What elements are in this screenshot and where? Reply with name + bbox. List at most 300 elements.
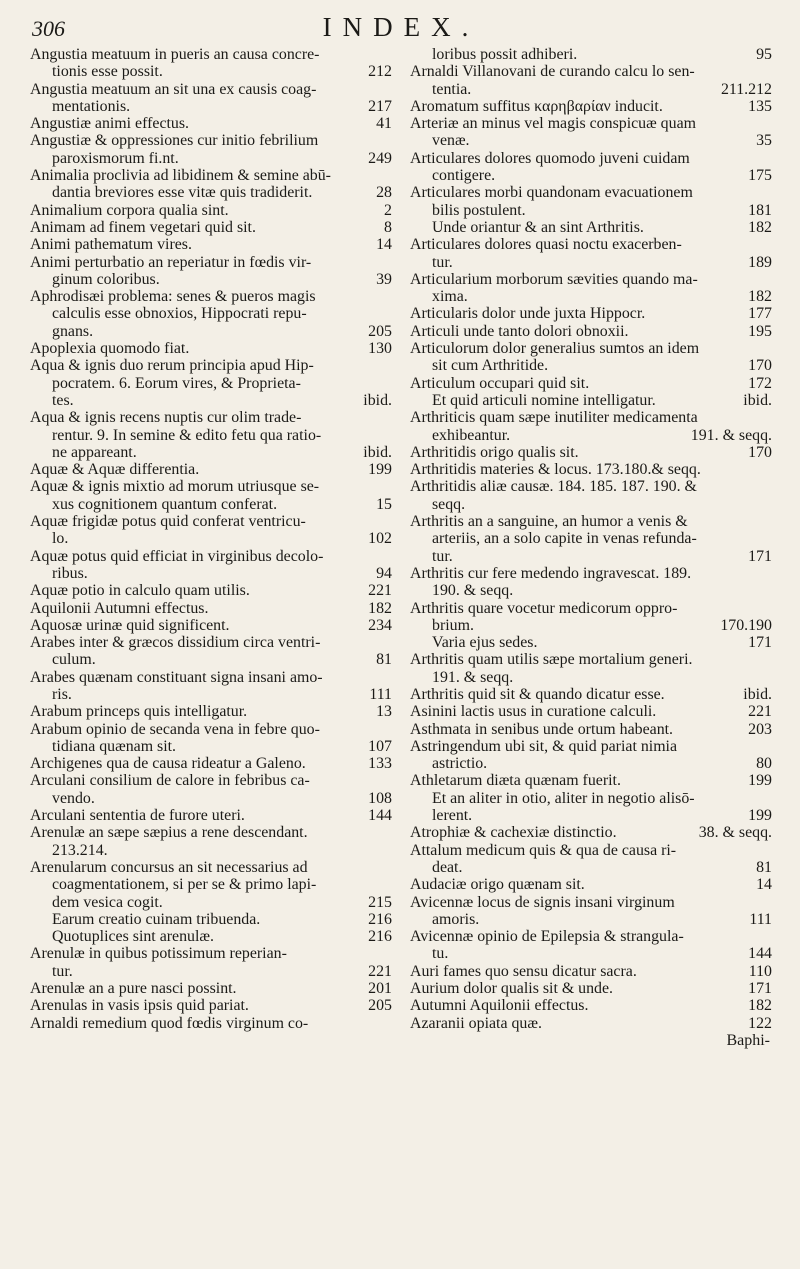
page-reference: 144 xyxy=(748,945,772,963)
page-reference: 205 xyxy=(368,997,392,1015)
entry-text: Animalium corpora qualia sint. xyxy=(30,201,229,219)
index-entry xyxy=(30,478,392,513)
index-entry xyxy=(30,288,392,340)
entry-text: ribus. xyxy=(52,564,88,582)
entry-line xyxy=(410,755,772,772)
index-entry xyxy=(30,167,392,202)
entry-line xyxy=(30,323,392,340)
index-entry xyxy=(410,150,772,185)
entry-text: Articularis dolor unde juxta Hippocr. xyxy=(410,305,646,323)
entry-line xyxy=(410,409,772,426)
index-entry xyxy=(30,236,392,253)
entry-text: tidiana quænam sit. xyxy=(52,737,177,755)
entry-text: exhibeantur. xyxy=(432,426,511,444)
entry-line xyxy=(30,997,392,1014)
entry-text: Arabum princeps quis intelligatur. xyxy=(30,703,248,721)
index-entry xyxy=(410,305,772,322)
page-reference: 199 xyxy=(748,807,772,825)
entry-text: dem vesica cogit. xyxy=(52,893,163,911)
page-reference: 107 xyxy=(368,737,392,755)
entry-line xyxy=(410,565,772,582)
page-reference: 215 xyxy=(368,893,392,911)
page-reference: 13 xyxy=(376,703,392,721)
page-reference: 111 xyxy=(749,910,772,928)
entry-text: xima. xyxy=(432,288,468,306)
entry-text: Animi perturbatio an reperiatur in fœdis vir- xyxy=(30,253,312,271)
index-entry xyxy=(410,219,772,236)
entry-text: Articuli unde tanto dolori obnoxii. xyxy=(410,322,629,340)
entry-line xyxy=(410,323,772,340)
page-reference: 189 xyxy=(748,253,772,271)
index-entry xyxy=(30,703,392,720)
entry-text: Arthritidis origo qualis sit. xyxy=(410,443,579,461)
entry-line xyxy=(410,703,772,720)
index-entry xyxy=(410,721,772,738)
entry-text: Arculani sententia de furore uteri. xyxy=(30,807,245,825)
entry-text: venæ. xyxy=(432,132,470,150)
page-reference: 249 xyxy=(368,149,392,167)
index-entry xyxy=(410,980,772,997)
entry-text: loribus possit adhiberi. xyxy=(432,46,578,63)
index-entry xyxy=(30,807,392,824)
index-entry xyxy=(410,876,772,893)
entry-line xyxy=(30,928,392,945)
index-entry xyxy=(410,928,772,963)
entry-line xyxy=(410,340,772,357)
entry-text: Articulares morbi quandonam evacuationem xyxy=(410,184,693,202)
entry-text: Arabum opinio de secanda vena in febre quo- xyxy=(30,720,320,738)
entry-line xyxy=(30,496,392,513)
entry-text: Varia ejus sedes. xyxy=(432,634,538,652)
entry-line xyxy=(410,115,772,132)
entry-text: Astringendum ubi sit, & quid pariat nimia xyxy=(410,737,678,755)
entry-text: Arabes inter & græcos dissidium circa ventri- xyxy=(30,634,321,652)
entry-text: Arthritis cur fere medendo ingravescat. 189. xyxy=(410,564,692,582)
entry-line xyxy=(410,46,772,63)
page-reference: ibid. xyxy=(363,443,392,461)
index-entry xyxy=(410,323,772,340)
page-reference: 14 xyxy=(376,236,392,254)
entry-line xyxy=(30,478,392,495)
entry-text: Attalum medicum quis & qua de causa ri- xyxy=(410,841,677,859)
entry-line xyxy=(30,600,392,617)
entry-text: paroxismorum fi.nt. xyxy=(52,149,179,167)
entry-text: Earum creatio cuinam tribuenda. xyxy=(52,910,261,928)
index-entry xyxy=(30,461,392,478)
index-entry xyxy=(410,409,772,444)
entry-line xyxy=(30,686,392,703)
index-entry xyxy=(30,997,392,1014)
page-reference: 216 xyxy=(368,910,392,928)
entry-line xyxy=(410,271,772,288)
entry-line xyxy=(410,669,772,686)
entry-line xyxy=(410,478,772,495)
page-reference: 41 xyxy=(376,115,392,133)
entry-text: Atrophiæ & cachexiæ distinctio. xyxy=(410,824,617,842)
entry-line xyxy=(30,444,392,461)
entry-line xyxy=(30,842,392,859)
entry-line xyxy=(410,132,772,149)
index-entry xyxy=(30,115,392,132)
entry-text: Angustia meatuum an sit una ex causis coag- xyxy=(30,80,317,98)
entry-text: brium. xyxy=(432,616,474,634)
entry-line xyxy=(30,427,392,444)
entry-text: Arenularum concursus an sit necessarius ad xyxy=(30,858,308,876)
entry-line xyxy=(30,357,392,374)
entry-line xyxy=(30,651,392,668)
entry-line xyxy=(30,894,392,911)
entry-text: Aromatum suffitus καρηβαρίαν inducit. xyxy=(410,97,663,115)
entry-line xyxy=(410,807,772,824)
entry-line xyxy=(410,945,772,962)
index-entry xyxy=(410,461,772,478)
index-entry xyxy=(30,980,392,997)
entry-text: lo. xyxy=(52,530,69,548)
index-entry xyxy=(410,184,772,219)
entry-text: amoris. xyxy=(432,910,480,928)
entry-text: tu. xyxy=(432,945,449,963)
page-reference: 199 xyxy=(748,772,772,790)
entry-text: Angustiæ animi effectus. xyxy=(30,115,190,133)
entry-line xyxy=(410,980,772,997)
entry-line xyxy=(30,755,392,772)
entry-text: Quotuplices sint arenulæ. xyxy=(52,928,214,946)
index-entry xyxy=(410,738,772,773)
index-entry xyxy=(410,392,772,409)
page-reference: ibid. xyxy=(363,391,392,409)
entry-line xyxy=(410,305,772,322)
catchword: Baphi- xyxy=(726,1031,770,1049)
entry-text: tentia. xyxy=(432,80,472,98)
index-entry xyxy=(30,669,392,704)
entry-text: Aphrodisæi problema: senes & pueros magis xyxy=(30,288,316,306)
entry-text: 191. & seqq. xyxy=(432,668,514,686)
entry-text: Arenulæ an sæpe sæpius a rene descendant. xyxy=(30,824,308,842)
entry-text: Avicennæ opinio de Epilepsia & strangula- xyxy=(410,928,684,946)
entry-text: Arabes quænam constituant signa insani amo- xyxy=(30,668,323,686)
page-reference: 201 xyxy=(368,980,392,998)
page-reference: 39 xyxy=(376,270,392,288)
entry-text: tur. xyxy=(432,253,453,271)
entry-text: Asinini lactis usus in curatione calculi. xyxy=(410,703,657,721)
entry-text: Aquilonii Autumni effectus. xyxy=(30,599,209,617)
entry-line xyxy=(410,842,772,859)
entry-text: tes. xyxy=(52,391,74,409)
entry-text: dantia breviores esse vitæ quis tradiderit. xyxy=(52,184,313,202)
index-entry xyxy=(410,565,772,600)
entry-line xyxy=(30,738,392,755)
entry-text: Animam ad finem vegetari quid sit. xyxy=(30,218,256,236)
entry-text: Asthmata in senibus unde ortum habeant. xyxy=(410,720,674,738)
entry-line xyxy=(30,184,392,201)
entry-line xyxy=(30,305,392,322)
index-entry xyxy=(410,686,772,703)
entry-text: Articularium morborum sævities quando ma- xyxy=(410,270,698,288)
index-entry xyxy=(30,46,392,81)
page-reference: 211.212 xyxy=(720,80,772,98)
entry-line xyxy=(410,513,772,530)
entry-line xyxy=(410,150,772,167)
entry-text: ris. xyxy=(52,685,72,703)
page-reference: 133 xyxy=(368,755,392,773)
index-entry xyxy=(410,772,772,789)
entry-line xyxy=(410,686,772,703)
page-reference: 80 xyxy=(756,755,772,773)
entry-line xyxy=(410,357,772,374)
page-reference: 144 xyxy=(368,807,392,825)
entry-line xyxy=(410,721,772,738)
page-number: 306 xyxy=(32,16,65,41)
entry-text: Articulares dolores quasi noctu exacerben- xyxy=(410,236,682,254)
entry-line xyxy=(410,375,772,392)
entry-text: Arenulæ an a pure nasci possint. xyxy=(30,980,237,998)
page-reference: ibid. xyxy=(743,391,772,409)
entry-text: Apoplexia quomodo fiat. xyxy=(30,340,190,358)
entry-line xyxy=(30,254,392,271)
entry-text: mentationis. xyxy=(52,97,131,115)
entry-text: Aqua & ignis duo rerum principia apud Hip- xyxy=(30,357,314,375)
entry-line xyxy=(30,548,392,565)
entry-text: sit cum Arthritide. xyxy=(432,357,549,375)
entry-line xyxy=(30,703,392,720)
entry-text: Angustia meatuum in pueris an causa concre- xyxy=(30,46,320,63)
index-entry xyxy=(30,634,392,669)
page-reference: 181 xyxy=(748,201,772,219)
entry-text: arteriis, an a solo capite in venas refunda- xyxy=(432,530,697,548)
index-entry xyxy=(30,219,392,236)
index-entry xyxy=(410,478,772,513)
entry-text: Articulares dolores quomodo juveni cuidam xyxy=(410,149,690,167)
entry-line xyxy=(410,963,772,980)
entry-text: Arthritidis aliæ causæ. 184. 185. 187. 190. & xyxy=(410,478,697,496)
page-reference: 170.190 xyxy=(720,616,772,634)
page-reference: 135 xyxy=(748,97,772,115)
entry-line xyxy=(30,392,392,409)
entry-line xyxy=(410,254,772,271)
entry-line xyxy=(30,150,392,167)
entry-line xyxy=(30,772,392,789)
index-entry xyxy=(30,617,392,634)
index-entry xyxy=(30,409,392,461)
index-entry xyxy=(410,513,772,565)
page-reference: 182 xyxy=(748,997,772,1015)
entry-line xyxy=(410,167,772,184)
entry-text: Arthritis quam utilis sæpe mortalium generi. xyxy=(410,651,693,669)
index-entry xyxy=(410,1015,772,1032)
entry-line xyxy=(30,288,392,305)
page-reference: 14 xyxy=(756,876,772,894)
page-reference: 15 xyxy=(376,495,392,513)
entry-line xyxy=(30,98,392,115)
entry-text: rentur. 9. In semine & edito fetu qua ratio- xyxy=(52,426,322,444)
entry-text: vendo. xyxy=(52,789,95,807)
page-reference: 111 xyxy=(369,685,392,703)
entry-line xyxy=(410,236,772,253)
page-reference: 130 xyxy=(368,340,392,358)
index-entry xyxy=(30,357,392,409)
index-entry xyxy=(410,824,772,841)
page-reference: 205 xyxy=(368,322,392,340)
page-reference: 177 xyxy=(748,305,772,323)
entry-line xyxy=(410,1015,772,1032)
entry-text: Articulorum dolor generalius sumtos an idem xyxy=(410,340,700,358)
index-entry xyxy=(30,721,392,756)
entry-line xyxy=(410,548,772,565)
entry-line xyxy=(410,824,772,841)
index-entry xyxy=(30,340,392,357)
entry-text: Arenulas in vasis ipsis quid pariat. xyxy=(30,997,249,1015)
page-reference: 221 xyxy=(368,962,392,980)
entry-line xyxy=(30,340,392,357)
index-entry xyxy=(410,271,772,306)
index-entry xyxy=(30,202,392,219)
entry-text: Angustiæ & oppressiones cur initio febrilium xyxy=(30,132,319,150)
index-entry xyxy=(30,945,392,980)
entry-text: Aquæ & ignis mixtio ad morum utriusque se- xyxy=(30,478,320,496)
entry-line xyxy=(30,876,392,893)
entry-line xyxy=(30,1015,392,1032)
entry-text: Arthritidis materies & locus. 173.180.& seqq. xyxy=(410,461,701,479)
entry-text: Aquæ & Aquæ differentia. xyxy=(30,461,200,479)
entry-line xyxy=(30,409,392,426)
entry-text: Arthritis quare vocetur medicorum oppro- xyxy=(410,599,678,617)
page-title: INDEX. xyxy=(322,12,480,42)
page-reference: 195 xyxy=(748,322,772,340)
entry-line xyxy=(410,600,772,617)
index-entry xyxy=(410,375,772,392)
entry-line xyxy=(30,63,392,80)
entry-text: Aquæ frigidæ potus quid conferat ventricu- xyxy=(30,513,306,531)
index-columns xyxy=(30,46,772,1032)
left-column xyxy=(30,46,392,1032)
entry-line xyxy=(30,565,392,582)
entry-line xyxy=(410,219,772,236)
page-reference: 38. & seqq. xyxy=(698,824,772,842)
page-reference: 122 xyxy=(748,1014,772,1032)
entry-text: Aqua & ignis recens nuptis cur olim trade- xyxy=(30,409,302,427)
index-entry xyxy=(410,790,772,825)
index-entry xyxy=(30,772,392,807)
entry-line xyxy=(30,236,392,253)
index-entry xyxy=(410,115,772,150)
entry-line xyxy=(410,496,772,513)
page-reference: 94 xyxy=(376,564,392,582)
page-reference: 175 xyxy=(748,167,772,185)
entry-line xyxy=(30,202,392,219)
entry-line xyxy=(30,219,392,236)
page-reference: 191. & seqq. xyxy=(690,426,772,444)
entry-line xyxy=(410,202,772,219)
entry-text: Aquæ potus quid efficiat in virginibus decolo- xyxy=(30,547,324,565)
index-entry xyxy=(30,1015,392,1032)
entry-text: 213.214. xyxy=(52,841,108,859)
entry-line xyxy=(410,859,772,876)
index-entry xyxy=(410,46,772,63)
index-entry xyxy=(30,132,392,167)
entry-line xyxy=(30,81,392,98)
page-reference: 108 xyxy=(368,789,392,807)
entry-line xyxy=(410,617,772,634)
entry-line xyxy=(410,772,772,789)
entry-line xyxy=(30,46,392,63)
page-reference: 35 xyxy=(756,132,772,150)
index-entry xyxy=(410,894,772,929)
entry-text: pocratem. 6. Eorum vires, & Proprieta- xyxy=(52,374,301,392)
entry-line xyxy=(30,513,392,530)
entry-text: contigere. xyxy=(432,167,496,185)
entry-line xyxy=(410,928,772,945)
entry-line xyxy=(410,997,772,1014)
entry-text: Autumni Aquilonii effectus. xyxy=(410,997,589,1015)
page-reference: 2 xyxy=(384,201,392,219)
entry-line xyxy=(410,392,772,409)
index-entry xyxy=(410,842,772,877)
index-entry xyxy=(30,911,392,928)
page-reference: 203 xyxy=(748,720,772,738)
index-entry xyxy=(30,254,392,289)
entry-line xyxy=(410,184,772,201)
entry-text: Arnaldi remedium quod fœdis virginum co- xyxy=(30,1014,309,1032)
entry-text: ne appareant. xyxy=(52,443,137,461)
page-reference: 110 xyxy=(748,962,772,980)
index-entry xyxy=(30,755,392,772)
entry-text: Et an aliter in otio, aliter in negotio alisō- xyxy=(432,789,695,807)
entry-text: Arthritis quid sit & quando dicatur esse. xyxy=(410,685,665,703)
entry-line xyxy=(410,651,772,668)
entry-text: bilis postulent. xyxy=(432,201,526,219)
entry-text: xus cognitionem quantum conferat. xyxy=(52,495,278,513)
page-reference: 95 xyxy=(756,46,772,63)
entry-line xyxy=(30,132,392,149)
entry-line xyxy=(30,530,392,547)
entry-line xyxy=(30,945,392,962)
entry-text: Arthriticis quam sæpe inutiliter medicamenta xyxy=(410,409,698,427)
page-reference: 81 xyxy=(376,651,392,669)
index-entry xyxy=(30,824,392,859)
index-entry xyxy=(410,63,772,98)
entry-line xyxy=(410,894,772,911)
entry-line xyxy=(410,634,772,651)
page-reference: 102 xyxy=(368,530,392,548)
entry-line xyxy=(30,807,392,824)
entry-text: Arnaldi Villanovani de curando calcu lo sen- xyxy=(410,63,695,81)
entry-text: Et quid articuli nomine intelligatur. xyxy=(432,391,656,409)
entry-line xyxy=(30,461,392,478)
entry-text: Arthritis an a sanguine, an humor a venis & xyxy=(410,513,688,531)
entry-text: deat. xyxy=(432,858,463,876)
index-entry xyxy=(30,859,392,911)
entry-text: Unde oriantur & an sint Arthritis. xyxy=(432,218,644,236)
entry-text: Arteriæ an minus vel magis conspicuæ quam xyxy=(410,115,696,133)
page-reference: 234 xyxy=(368,616,392,634)
entry-text: Auri fames quo sensu dicatur sacra. xyxy=(410,962,637,980)
entry-line xyxy=(30,963,392,980)
entry-line xyxy=(410,427,772,444)
page-reference: ibid. xyxy=(743,685,772,703)
entry-line xyxy=(410,461,772,478)
entry-line xyxy=(30,859,392,876)
entry-line xyxy=(30,617,392,634)
page-reference: 216 xyxy=(368,928,392,946)
index-entry xyxy=(410,340,772,375)
entry-text: Aurium dolor qualis sit & unde. xyxy=(410,980,614,998)
entry-text: tur. xyxy=(432,547,453,565)
entry-text: seqq. xyxy=(432,495,466,513)
entry-line xyxy=(30,980,392,997)
entry-line xyxy=(30,271,392,288)
entry-line xyxy=(410,582,772,599)
entry-text: calculis esse obnoxios, Hippocrati repu- xyxy=(52,305,307,323)
